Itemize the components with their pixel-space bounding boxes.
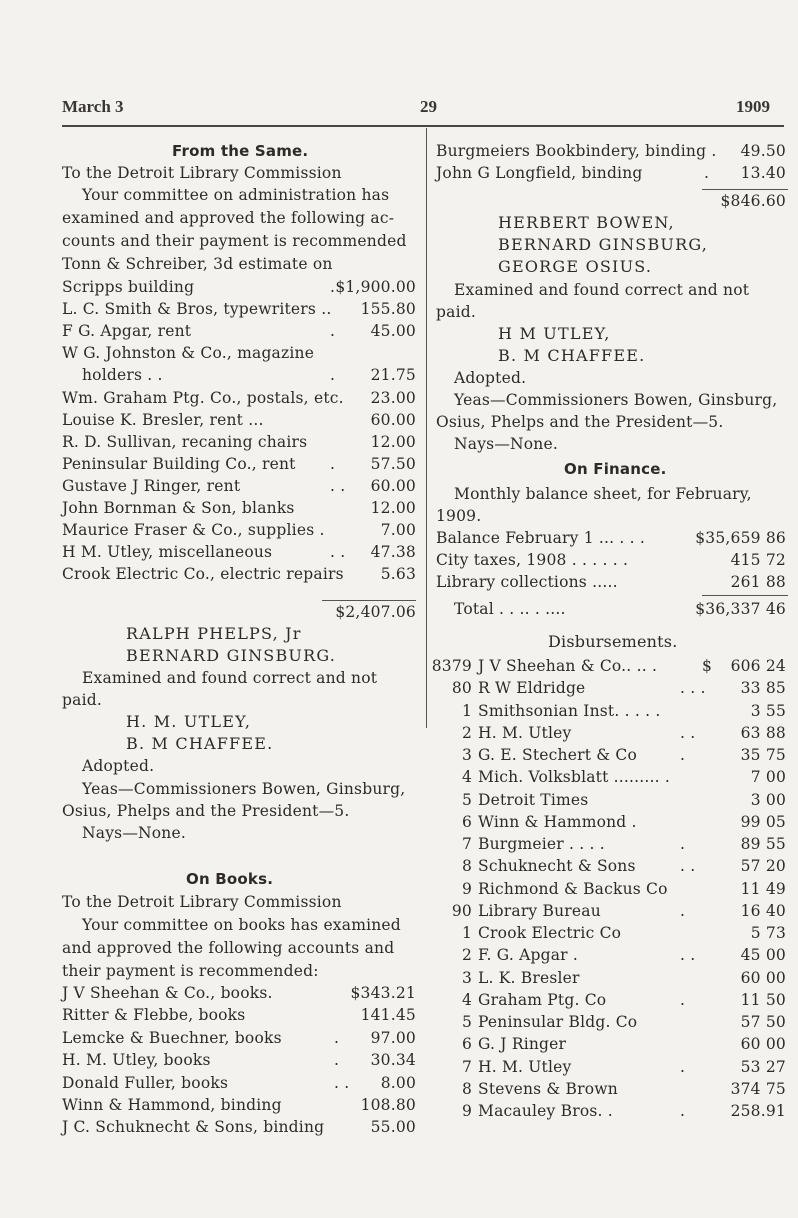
disbursement-amount: 3 55	[750, 702, 786, 720]
leader-dots: .	[680, 835, 686, 853]
admin-total: $2,407.06	[335, 603, 416, 621]
paragraph-line: their payment is recommended:	[62, 962, 319, 980]
disbursement-amount: 16 40	[740, 902, 786, 920]
disbursement-amount: 35 75	[740, 746, 786, 764]
receipt-amount: $35,659 86	[695, 529, 786, 547]
paragraph-line: and approved the following accounts and	[62, 939, 395, 957]
examined-note: Examined and found correct and not	[454, 281, 750, 299]
disbursement-payee: L. K. Bresler	[478, 969, 580, 987]
account-payee: Gustave J Ringer, rent	[62, 477, 241, 495]
account-payee: L. C. Smith & Bros, typewriters ..	[62, 300, 332, 318]
voucher-number: 2	[461, 946, 472, 964]
leader-dots: .	[680, 991, 686, 1009]
voucher-number: 3	[461, 746, 472, 764]
column-divider	[426, 128, 427, 728]
yeas-line: Osius, Phelps and the President—5.	[436, 413, 724, 431]
voucher-number: 7	[461, 1058, 472, 1076]
disbursement-payee: H. M. Utley	[478, 724, 572, 742]
paragraph-line: Tonn & Schreiber, 3d estimate on	[62, 255, 333, 273]
header-year: 1909	[736, 97, 770, 116]
disbursement-payee: Smithsonian Inst. . . . .	[478, 702, 661, 720]
account-payee: Ritter & Flebbe, books	[62, 1006, 246, 1024]
adopted-note: Adopted.	[82, 757, 155, 775]
disbursement-amount: 258.91	[730, 1102, 786, 1120]
leader-dots: .	[330, 455, 336, 473]
account-payee: Wm. Graham Ptg. Co., postals, etc.	[62, 389, 344, 407]
account-payee: H. M. Utley, books	[62, 1051, 211, 1069]
receipt-label: City taxes, 1908 . . . . . .	[436, 551, 629, 569]
disbursement-payee: Peninsular Bldg. Co	[478, 1013, 638, 1031]
disbursement-amount: 606 24	[730, 657, 786, 675]
voucher-number: 5	[461, 791, 472, 809]
account-amount: 57.50	[370, 455, 416, 473]
voucher-number: 8	[461, 1080, 472, 1098]
disbursement-amount: 3 00	[750, 791, 786, 809]
disbursement-payee: Graham Ptg. Co	[478, 991, 607, 1009]
right-column	[431, 0, 786, 1218]
account-amount: 60.00	[370, 411, 416, 429]
account-amount: 12.00	[370, 433, 416, 451]
adopted-note: Adopted.	[454, 369, 527, 387]
disbursement-payee: G. J Ringer	[478, 1035, 567, 1053]
account-payee: Peninsular Building Co., rent	[62, 455, 296, 473]
leader-dots: .	[680, 1102, 686, 1120]
leader-dots: . .	[680, 857, 696, 875]
disbursement-payee: Winn & Hammond .	[478, 813, 637, 831]
receipt-amount: 261 88	[730, 573, 786, 591]
account-amount: $343.21	[350, 984, 416, 1002]
section-title-from-same: From the Same.	[172, 142, 309, 160]
account-amount: 23.00	[370, 389, 416, 407]
header-page-number: 29	[420, 97, 437, 116]
examined-note: paid.	[436, 303, 476, 321]
account-payee: Louise K. Bresler, rent ...	[62, 411, 264, 429]
addressee: To the Detroit Library Commission	[62, 893, 342, 911]
disbursement-amount: 7 00	[750, 768, 786, 786]
disbursement-amount: 60 00	[740, 1035, 786, 1053]
finance-total: $36,337 46	[695, 600, 786, 618]
paragraph-line: Monthly balance sheet, for February,	[454, 485, 752, 503]
voucher-number: 9	[461, 1102, 472, 1120]
voucher-number: 8	[461, 857, 472, 875]
leader-dots: .	[680, 746, 686, 764]
yeas-line: Yeas—Commissioners Bowen, Ginsburg,	[82, 780, 406, 798]
paragraph-line: counts and their payment is recommended	[62, 232, 407, 250]
finance-total-label: Total . . .. . ....	[454, 600, 566, 618]
disbursement-amount: 53 27	[740, 1058, 786, 1076]
signature-osius: GEORGE OSIUS.	[498, 257, 653, 276]
header-month: March 3	[62, 97, 124, 116]
voucher-number: 1	[461, 702, 472, 720]
account-payee: Scripps building	[62, 278, 195, 296]
disbursement-amount: 57 50	[740, 1013, 786, 1031]
signature-bowen: HERBERT BOWEN,	[498, 213, 675, 232]
disbursement-payee: Detroit Times	[478, 791, 589, 809]
account-payee: W G. Johnston & Co., magazine	[62, 344, 315, 362]
voucher-number: 3	[461, 969, 472, 987]
leader-dots: .	[334, 1029, 340, 1047]
voucher-number: 1	[461, 924, 472, 942]
account-payee: holders . .	[82, 366, 163, 384]
leader-dots: .	[330, 278, 336, 296]
voucher-number: 7	[461, 835, 472, 853]
signature-phelps: RALPH PHELPS, Jr	[126, 624, 302, 643]
account-payee: Crook Electric Co., electric repairs	[62, 565, 344, 583]
disbursement-amount: 45 00	[740, 946, 786, 964]
disbursement-payee: Macauley Bros. .	[478, 1102, 613, 1120]
account-payee: R. D. Sullivan, recaning chairs	[62, 433, 308, 451]
disbursement-amount: 99 05	[740, 813, 786, 831]
voucher-number: 4	[461, 991, 472, 1009]
account-amount: 55.00	[370, 1118, 416, 1136]
account-payee: Maurice Fraser & Co., supplies .	[62, 521, 325, 539]
disbursement-amount: 60 00	[740, 969, 786, 987]
voucher-number: 80	[451, 679, 472, 697]
dollar-sign: $	[702, 657, 713, 675]
leader-dots: . .	[680, 724, 696, 742]
leader-dots: .	[680, 902, 686, 920]
nays-line: Nays—None.	[454, 435, 558, 453]
yeas-line: Yeas—Commissioners Bowen, Ginsburg,	[454, 391, 778, 409]
leader-dots: . .	[334, 1074, 350, 1092]
disbursement-payee: H. M. Utley	[478, 1058, 572, 1076]
account-amount: 155.80	[360, 300, 416, 318]
disbursement-amount: 374 75	[730, 1080, 786, 1098]
disbursement-payee: R W Eldridge	[478, 679, 586, 697]
disbursement-amount: 33 85	[740, 679, 786, 697]
leader-dots: . . .	[680, 679, 706, 697]
account-amount: 60.00	[370, 477, 416, 495]
disbursement-amount: 63 88	[740, 724, 786, 742]
leader-dots: . .	[330, 477, 346, 495]
disbursements-title: Disbursements.	[548, 632, 678, 651]
signature-utley: H. M. UTLEY,	[126, 712, 252, 731]
signature-chaffee: B. M CHAFFEE.	[126, 734, 274, 753]
voucher-number: 9	[461, 880, 472, 898]
signature-chaffee: B. M CHAFFEE.	[498, 346, 646, 365]
receipt-amount: 415 72	[730, 551, 786, 569]
account-amount: 21.75	[370, 366, 416, 384]
paragraph-line: 1909.	[436, 507, 482, 525]
examined-note: Examined and found correct and not	[82, 669, 378, 687]
leader-dots: . .	[330, 543, 346, 561]
signature-ginsburg: BERNARD GINSBURG.	[126, 646, 337, 665]
account-amount: 141.45	[360, 1006, 416, 1024]
nays-line: Nays—None.	[82, 824, 186, 842]
voucher-number: 5	[461, 1013, 472, 1031]
disbursement-payee: Schuknecht & Sons	[478, 857, 636, 875]
account-payee: F G. Apgar, rent	[62, 322, 192, 340]
examined-note: paid.	[62, 691, 102, 709]
disbursement-payee: Library Bureau	[478, 902, 601, 920]
voucher-number: 4	[461, 768, 472, 786]
receipt-label: Library collections .....	[436, 573, 618, 591]
voucher-number: 6	[461, 813, 472, 831]
addressee: To the Detroit Library Commission	[62, 164, 342, 182]
account-amount: 49.50	[740, 142, 786, 160]
paragraph-line: Your committee on administration has	[82, 186, 390, 204]
disbursement-payee: G. E. Stechert & Co	[478, 746, 637, 764]
section-title-on-books: On Books.	[186, 870, 274, 888]
account-amount: $1,900.00	[335, 278, 416, 296]
account-amount: 13.40	[740, 164, 786, 182]
disbursement-payee: F. G. Apgar .	[478, 946, 579, 964]
account-payee: H M. Utley, miscellaneous	[62, 543, 273, 561]
disbursement-payee: Crook Electric Co	[478, 924, 622, 942]
account-amount: 5.63	[380, 565, 416, 583]
voucher-number: 6	[461, 1035, 472, 1053]
paragraph-line: Your committee on books has examined	[82, 916, 401, 934]
total-rule	[702, 595, 788, 596]
disbursement-amount: 57 20	[740, 857, 786, 875]
receipt-label: Balance February 1 ... . . .	[436, 529, 646, 547]
account-payee: J V Sheehan & Co., books.	[62, 984, 273, 1002]
disbursement-amount: 5 73	[750, 924, 786, 942]
account-payee: Winn & Hammond, binding	[62, 1096, 282, 1114]
account-amount: 8.00	[380, 1074, 416, 1092]
account-payee: John Bornman & Son, blanks	[62, 499, 295, 517]
disbursement-payee: Richmond & Backus Co	[478, 880, 668, 898]
account-payee: Donald Fuller, books	[62, 1074, 229, 1092]
leader-dots: .	[680, 1058, 686, 1076]
account-amount: 47.38	[370, 543, 416, 561]
disbursement-payee: Burgmeier . . . .	[478, 835, 605, 853]
disbursement-amount: 11 49	[740, 880, 786, 898]
leader-dots: .	[330, 366, 336, 384]
account-amount: 108.80	[360, 1096, 416, 1114]
voucher-number: 90	[451, 902, 472, 920]
books-total: $846.60	[720, 192, 786, 210]
disbursement-payee: Mich. Volksblatt ......... .	[478, 768, 671, 786]
left-column	[62, 0, 422, 1218]
account-amount: 97.00	[370, 1029, 416, 1047]
account-payee: J C. Schuknecht & Sons, binding	[62, 1118, 325, 1136]
signature-utley: H M UTLEY,	[498, 324, 611, 343]
leader-dots: .	[704, 164, 710, 182]
account-amount: 7.00	[380, 521, 416, 539]
signature-ginsburg: BERNARD GINSBURG,	[498, 235, 709, 254]
account-payee: Burgmeiers Bookbindery, binding .	[436, 142, 717, 160]
leader-dots: .	[334, 1051, 340, 1069]
account-amount: 45.00	[370, 322, 416, 340]
yeas-line: Osius, Phelps and the President—5.	[62, 802, 350, 820]
account-payee: John G Longfield, binding	[436, 164, 643, 182]
leader-dots: . .	[680, 946, 696, 964]
paragraph-line: examined and approved the following ac-	[62, 209, 395, 227]
disbursement-payee: J V Sheehan & Co.. .. .	[478, 657, 658, 675]
section-title-on-finance: On Finance.	[564, 460, 667, 478]
voucher-number: 2	[461, 724, 472, 742]
disbursement-amount: 11 50	[740, 991, 786, 1009]
account-amount: 30.34	[370, 1051, 416, 1069]
account-payee: Lemcke & Buechner, books	[62, 1029, 282, 1047]
disbursement-amount: 89 55	[740, 835, 786, 853]
voucher-number: 8379	[431, 657, 472, 675]
disbursement-payee: Stevens & Brown	[478, 1080, 618, 1098]
account-amount: 12.00	[370, 499, 416, 517]
leader-dots: .	[330, 322, 336, 340]
